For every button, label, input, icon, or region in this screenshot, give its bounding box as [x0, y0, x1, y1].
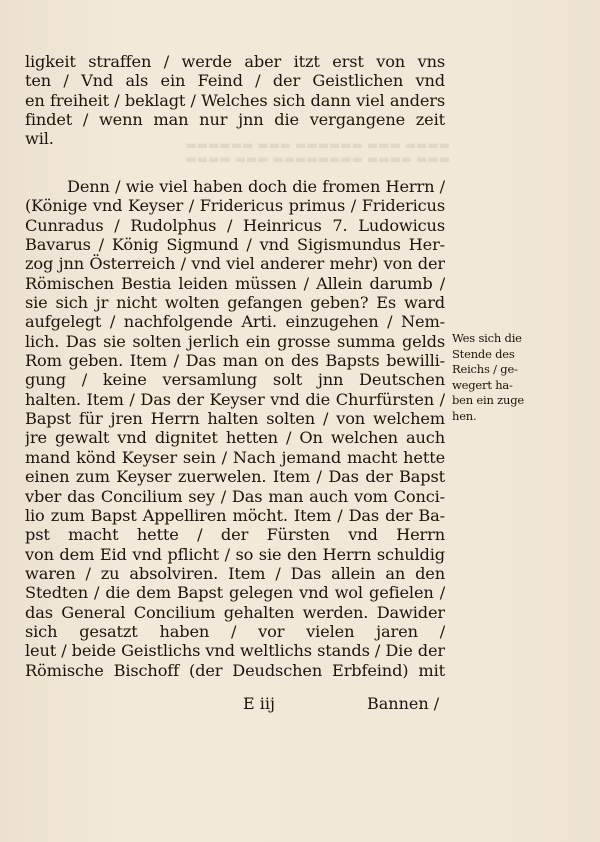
marginal-note-line: Wes sich die	[452, 331, 522, 345]
text-line: Römische Bischoff (der Deudschen Erbfeind) mit	[25, 660, 445, 680]
bleed-through-text: ▬▬▬▬ ▬▬▬ ▬▬▬▬▬▬ ▬▬▬ ▬▬▬▬▬▬ ▬▬▬ ▬▬▬▬ ▬▬▬▬▬▬▬▬ ▬▬▬ ▬▬▬▬	[185, 138, 450, 166]
text-line: gung / keine versamlung solt jnn Deutschen	[25, 370, 445, 390]
text-line: lich. Das sie solten jerlich ein grosse summa gelds	[25, 331, 445, 351]
text-line: Cunradus / Rudolphus / Heinricus 7. Ludowicus	[25, 215, 445, 235]
text-line: Denn / wie viel haben doch die fromen Herrn /	[67, 177, 445, 196]
text-line: lio zum Bapst Appelliren möcht. Item / Das der Ba-	[25, 505, 445, 525]
marginal-note-line: Stende des	[452, 346, 515, 361]
text-line: vber das Concilium sey / Das man auch vom Conci-	[25, 486, 445, 506]
text-line: en freiheit / beklagt / Welches sich dann viel anders	[25, 90, 445, 110]
text-line: das General Concilium gehalten werden. Dawider	[25, 602, 445, 622]
text-line: ligkeit straffen / werde aber itzt erst von vns	[25, 52, 445, 71]
text-line: Bavarus / König Sigmund / vnd Sigismundus Her-	[25, 235, 445, 255]
text-line: findet / wenn man nur jnn die vergangene zeit	[25, 110, 445, 130]
text-line: Stedten / die dem Bapst gelegen vnd wol gefielen /	[25, 583, 445, 603]
text-line: (Könige vnd Keyser / Fridericus primus / Fridericus	[25, 196, 445, 216]
marginal-note-line: ben ein zuge	[452, 393, 525, 407]
marginal-note-line: wegert ha-	[452, 377, 513, 392]
text-line: von dem Eid vnd pflicht / so sie den Herrn schuldig	[25, 544, 445, 564]
catchword: Bannen /	[367, 694, 440, 713]
text-line: wil.	[25, 129, 54, 149]
text-line: aufgelegt / nachfolgende Arti. einzugehen / Nem-	[25, 312, 445, 332]
marginal-note-line: hen.	[452, 408, 477, 423]
text-line: sich gesatzt haben / vor vielen jaren /	[25, 621, 445, 641]
text-line: Rom geben. Item / Das man on des Bapsts bewilli-	[25, 351, 445, 371]
text-line: leut / beide Geistlichs vnd weltlichs stands / Die der	[25, 641, 445, 661]
text-line: zog jnn Österreich / vnd viel anderer mehr) von der	[25, 254, 445, 274]
page-footer	[25, 694, 445, 714]
text-line: halten. Item / Das der Keyser vnd die Churfürsten /	[25, 389, 445, 409]
text-line: mand könd Keyser sein / Nach jemand macht hette	[25, 447, 445, 467]
text-line: ten / Vnd als ein Feind / der Geistlichen vnd	[25, 71, 445, 91]
marginal-note-line: Reichs / ge-	[452, 362, 518, 376]
paragraph-2	[25, 177, 445, 680]
text-line: Bapst für jren Herrn halten solten / von welchem	[25, 409, 445, 429]
marginal-note	[452, 331, 552, 424]
text-line: pst macht hette / der Fürsten vnd Herrn	[25, 525, 445, 545]
text-line: Römischen Bestia leiden müssen / Allein darumb /	[25, 273, 445, 293]
text-line: jre gewalt vnd dignitet hetten / On welchen auch	[25, 428, 445, 448]
text-line: waren / zu absolviren. Item / Das allein an den	[25, 563, 445, 583]
paragraph-1	[25, 52, 445, 149]
text-line: sie sich jr nicht wolten gefangen geben? Es ward	[25, 293, 445, 313]
signature-mark: E iij	[243, 694, 275, 713]
text-line: einen zum Keyser zuerwelen. Item / Das der Bapst	[25, 467, 445, 487]
